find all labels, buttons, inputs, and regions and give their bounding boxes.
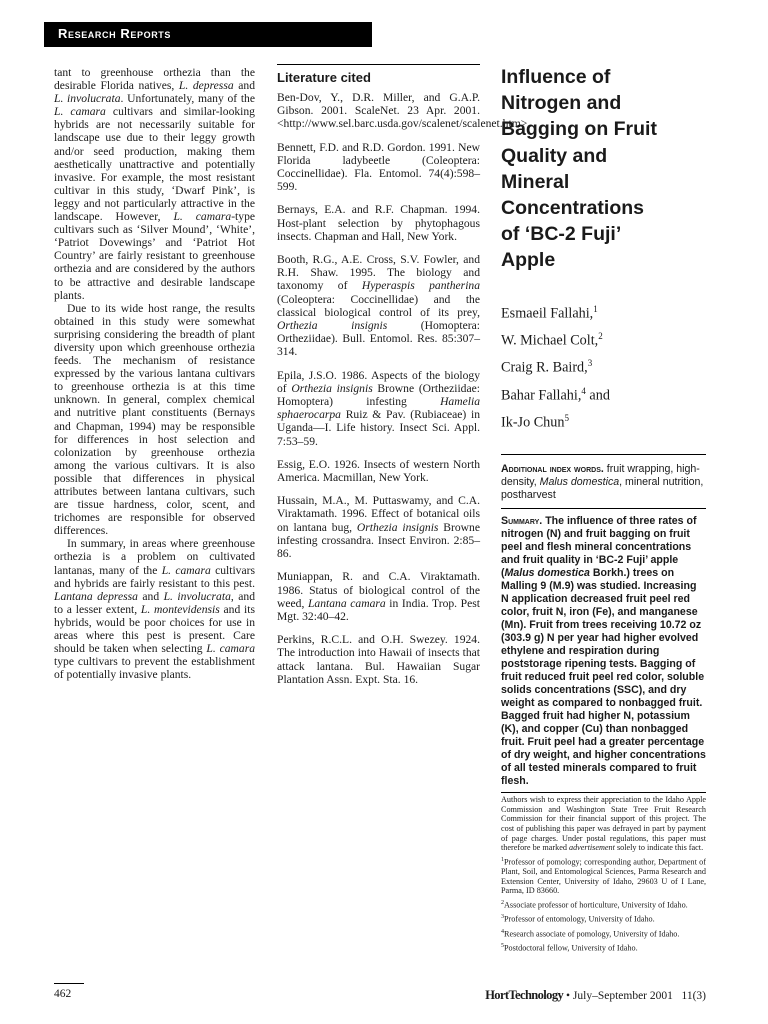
reference: Booth, R.G., A.E. Cross, S.V. Fowler, and R.H. Shaw. 1995. The biology and taxonomy of Hyperaspis pantherina (Coleoptera: Coccinellidae) and the classical biological control of its prey, Orthezia insignis (Homoptera: Ortheziidae). Bull. Entomol. Res. 85:307–314. [277, 253, 481, 359]
summary-text: The influence of three rates of nitrogen (N) and fruit bagging on fruit peel and flesh mineral concentrations and fruit quality in ‘BC-2 Fuji’ apple (Malus domestica Borkh.) trees on Malling 9 (M.9) was studied. Increasing N application decreased fruit peel red color, fruit N, iron (Fe), and manganese (Mn). Fruit from trees receiving 10.72 oz (303.9 g) N per year had higher evolved ethylene and respiration during poststorage ripening tests. Bagging of fruit reduced fruit peel red color, soluble solids concentrations (SSC), and dry weight as compared to nonbagged fruit. Bagged fruit had higher N, potassium (K), and copper (Cu) than nonbagged fruit. Fruit peel had a greater percentage of dry weight, and higher concentrations of all tested minerals compared to fruit flesh. [501, 515, 706, 788]
footnote-rule [501, 792, 706, 793]
column-rule [277, 64, 480, 65]
title-line: Bagging on Fruit [501, 118, 657, 141]
footnote: $^3$Professor of entomology, University of Idaho. [501, 914, 655, 924]
keywords [501, 463, 706, 502]
footnote: $^2$Associate professor of horticulture, University of Idaho. [501, 899, 688, 910]
footnote: $^5$Postdoctoral fellow, University of Idaho. [501, 942, 638, 953]
reference: Muniappan, R. and C.A. Viraktamath. 1986. Status of biological control of the weed, Lantana camara in India. Trop. Pest Mgt. 32:40–42. [277, 570, 480, 623]
paragraph: tant to greenhouse orthezia than the desirable Florida natives, L. depressa and L. involucrata. Unfortunately, many of the L. camara cultivars and similar-looking hybrids are not necessarily suitable for landscape use due to their leggy growth and/or seed production, making them aesthetically unattractive and potentially invasive. For example, the most resistant cultivar in this study, ‘Dwarf Pink’, is leggy and not particularly attractive in the landscape. However, L. camara-type cultivars such as ‘Silver Mound’, ‘White’, ‘Patriot Dovewings’ and ‘Patriot Hot Country’ are fairly resistant to greenhouse orthezia and are considered by the authors to be attractive and desirable landscape plants. [54, 66, 256, 302]
author: Esmaeil Fallahi,$^1$ [501, 303, 598, 322]
footnote: $^4$Research associate of pomology, University of Idaho. [501, 928, 680, 939]
page-number-rule [54, 983, 84, 984]
reference: Hussain, M.A., M. Puttaswamy, and C.A. Viraktamath. 1996. Effect of botanical oils on lantana bug, Orthezia insignis Browne infesting crossandra. Insect Environ. 2:85–86. [277, 494, 480, 561]
section-header-bar [44, 22, 372, 47]
footnotes [501, 795, 706, 953]
summary [501, 515, 706, 788]
keywords-rule [501, 454, 706, 455]
title-line: of ‘BC-2 Fuji’ [501, 223, 622, 246]
issue-info: • July–September 2001 11(3) [566, 990, 706, 1002]
reference: Ben-Dov, Y., D.R. Miller, and G.A.P. Gibson. 2001. ScaleNet. 23 Apr. 2001. <http://www.sel.barc.usda.gov/scalenet/scalenet.htm>. [277, 91, 531, 131]
page-number: 462 [54, 988, 72, 1000]
reference: Perkins, R.C.L. and O.H. Swezey. 1924. The introduction into Hawaii of insects that attack lantana. Bul. Hawaiian Sugar Plantation Assn. Expt. Sta. 16. [277, 633, 480, 686]
section-header: Research Reports [58, 26, 172, 41]
reference: Bennett, F.D. and R.D. Gordon. 1991. New Florida ladybeetle (Coleoptera: Coccinellidae). Fla. Entomol. 74(4):598–599. [277, 140, 480, 194]
title-line: Influence of [501, 66, 611, 88]
journal-logo: HortTechnology [485, 988, 564, 1002]
reference: Bernays, E.A. and R.F. Chapman. 1994. Host-plant selection by phytophagous insects. Chapman and Hall, New York. [277, 203, 480, 243]
author: W. Michael Colt,$^2$ [501, 330, 603, 349]
keywords-text: fruit wrapping, high-density, Malus domestica, mineral nutrition, postharvest [501, 463, 704, 502]
article-column [501, 64, 706, 956]
body-text-column [54, 66, 255, 681]
title-line: Quality and [501, 144, 608, 167]
title-line: Concentrations [501, 197, 645, 220]
author: Bahar Fallahi,$^4$ and [501, 385, 610, 404]
footnote: $^1$Professor of pomology; corresponding author, Department of Plant, Soil, and Entomological Sciences, Parma Research and Extension Center, University of Idaho, 29603 U of I Lane, Parma, ID 83660. [501, 856, 706, 896]
title-line: Nitrogen and [501, 92, 622, 115]
title-line: Mineral [501, 170, 570, 193]
paragraph: In summary, in areas where greenhouse orthezia is a problem on cultivated lantanas, many of the L. camara cultivars and hybrids are fairly resistant to this pest. Lantana depressa and L. involucrata, and to a lesser extent, L. montevidensis and its hybrids, would be poor choices for use in areas where this pest is present. Care should be taken when selecting L. camara type cultivars to prevent the establishment of potentially invasive plants. [54, 537, 255, 682]
author-list [501, 298, 706, 435]
author: Ik-Jo Chun$^5$ [501, 412, 569, 431]
author: Craig R. Baird,$^3$ [501, 358, 593, 377]
literature-heading: Literature cited [277, 70, 371, 85]
paragraph: Due to its wide host range, the results obtained in this study were somewhat surprising considering the breadth of plant diversity upon which greenhouse orthezia feeds. The mechanism of resistance expressed by the various lantana cultivars to greenhouse orthezia is at this time unknown. In general, complex chemical and nutritive plant constituents (Bernays and Chapman, 1994) may be responsible for differences in host selection and colonization by greenhouse orthezia among the various cultivars. It is also possible that differences in physical attributes between lantana cultivars, such are tissue hardness, color, scent, and trichomes are responsible for observed differences. [54, 301, 255, 538]
footnote: Authors wish to express their appreciation to the Idaho Apple Commission and Washington State Tree Fruit Research Commission for their financial support of this project. The cost of publishing this paper was defrayed in part by payment of page charges. Under postal regulations, this paper must therefore be marked advertisement solely to indicate this fact. [501, 795, 706, 853]
reference: Essig, E.O. 1926. Insects of western North America. Macmillan, New York. [277, 457, 480, 485]
title-line: Apple [501, 249, 556, 272]
summary-label: Summary. [501, 515, 543, 528]
keywords-label: Additional index words. [501, 463, 604, 476]
reference: Epila, J.S.O. 1986. Aspects of the biology of Orthezia insignis Browne (Ortheziidae: Homoptera) infesting Hamelia sphaerocarpa Ruiz & Pav. (Rubiaceae) in Uganda—I. Life history. Insect Sci. Appl. 7:53–59. [277, 368, 480, 448]
summary-rule [501, 508, 706, 509]
article-title [501, 64, 706, 274]
journal-footer [485, 988, 706, 1003]
